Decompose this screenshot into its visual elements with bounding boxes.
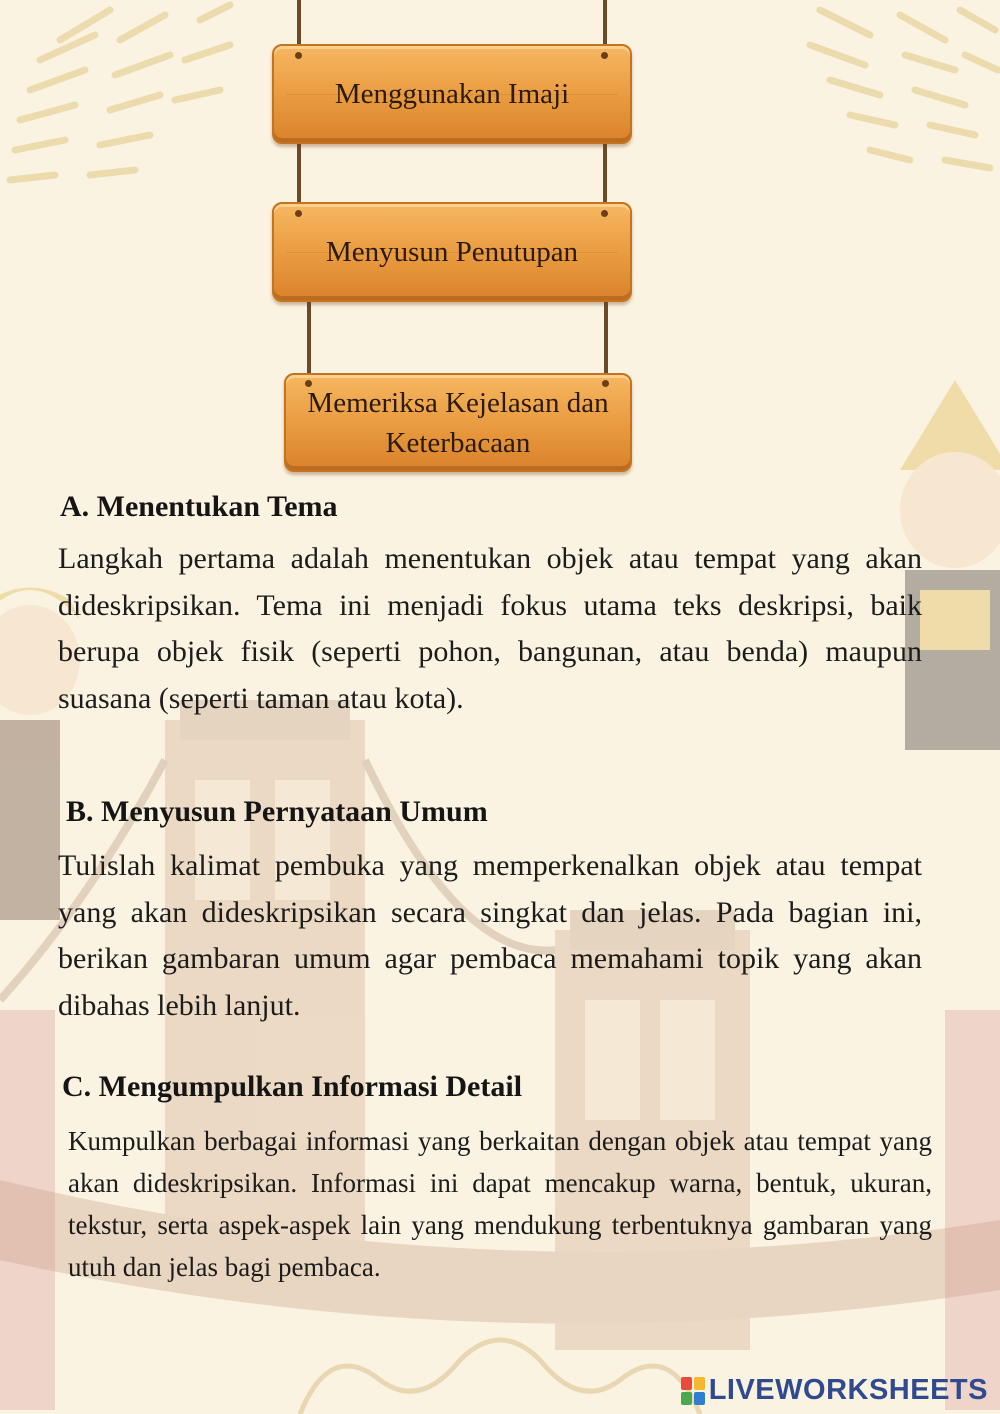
section-c-heading: C. Mengumpulkan Informasi Detail xyxy=(62,1070,523,1103)
sign-menyusun-penutupan xyxy=(272,202,632,302)
sign-label-line-1: Memeriksa Kejelasan dan xyxy=(307,386,609,419)
sign-label-line-2: Keterbacaan xyxy=(385,426,531,459)
section-a-body: Langkah pertama adalah menentukan objek atau tempat yang akan dideskripsikan. Tema ini menjadi fokus utama teks deskripsi, baik berupa objek fisik (seperti pohon, bangunan, atau benda) maupun suasana (seperti taman atau kota). xyxy=(58,542,922,715)
sign-label xyxy=(307,383,608,463)
nail xyxy=(305,380,312,387)
sign-label: Menggunakan Imaji xyxy=(334,78,570,110)
liveworksheets-brand xyxy=(681,1374,988,1407)
nail xyxy=(601,52,608,59)
side-pattern-right xyxy=(945,1010,1000,1410)
sign-memeriksa-kejelasan xyxy=(284,373,632,472)
nail xyxy=(295,52,302,59)
liveworksheets-logo-icon xyxy=(681,1377,705,1405)
firework-top-right xyxy=(810,10,998,168)
sign-menggunakan-imaji xyxy=(272,44,632,144)
brand-name: LIVEWORKSHEETS xyxy=(708,1374,988,1406)
section-b-heading: B. Menyusun Pernyataan Umum xyxy=(66,795,488,828)
section-b-body: Tulislah kalimat pembuka yang memperkenalkan objek atau tempat yang akan dideskripsikan secara singkat dan jelas. Pada bagian ini, berikan gambaran umum agar pembaca memahami topik yang akan dibahas lebih lanjut. xyxy=(58,849,922,1022)
bottom-ornament xyxy=(300,1340,700,1414)
nail xyxy=(295,210,302,217)
firework-top-left xyxy=(10,5,230,180)
nail xyxy=(602,380,609,387)
nail xyxy=(601,210,608,217)
side-pattern-left xyxy=(0,1010,55,1410)
rope-top-left xyxy=(297,0,301,48)
section-c-body: Kumpulkan berbagai informasi yang berkaitan dengan objek atau tempat yang akan dideskripsikan. Informasi ini dapat mencakup warna, bentuk, ukuran, tekstur, serta aspek-aspek lain yang mendukung terbentuknya gambaran yang utuh dan jelas bagi pembaca. xyxy=(68,1126,932,1282)
sign-label: Menyusun Penutupan xyxy=(325,236,579,268)
rope-top-right xyxy=(603,0,607,48)
section-a-heading: A. Menentukan Tema xyxy=(60,490,338,523)
